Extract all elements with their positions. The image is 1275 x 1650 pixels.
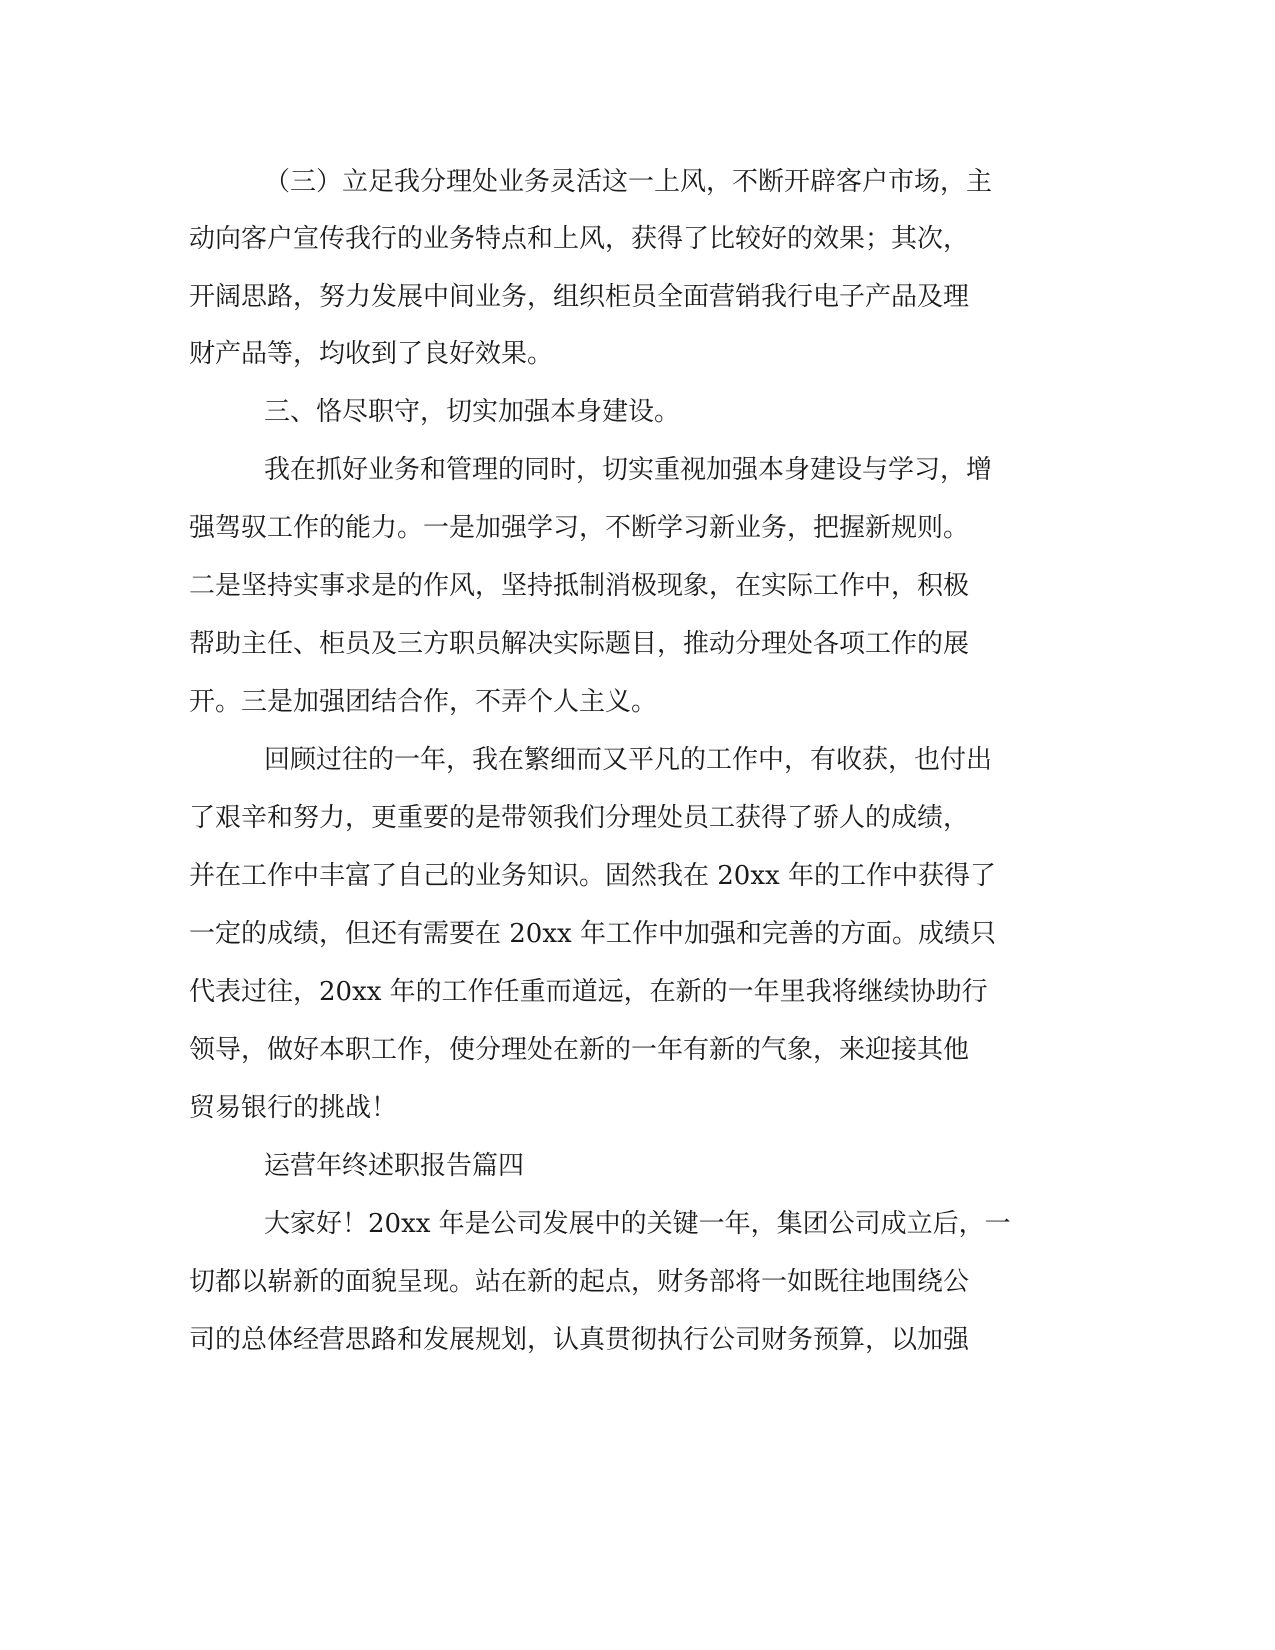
- text-line: 了艰辛和努力，更重要的是带领我们分理处员工获得了骄人的成绩，: [189, 803, 970, 833]
- text-line: 并在工作中丰富了自己的业务知识。固然我在 20xx 年的工作中获得了: [189, 861, 996, 891]
- text-line: 一定的成绩，但还有需要在 20xx 年工作中加强和完善的方面。成绩只: [189, 919, 996, 949]
- text-line: 司的总体经营思路和发展规划，认真贯彻执行公司财务预算，以加强: [189, 1325, 970, 1355]
- text-line: 大家好！20xx 年是公司发展中的关键一年，集团公司成立后，一: [264, 1209, 1011, 1239]
- text-line: 开阔思路，努力发展中间业务，组织柜员全面营销我行电子产品及理: [189, 282, 970, 312]
- section-heading: 运营年终述职报告篇四: [264, 1151, 525, 1181]
- text-line: 贸易银行的挑战！: [189, 1093, 398, 1123]
- text-line: 回顾过往的一年，我在繁细而又平凡的工作中，有收获，也付出: [264, 745, 993, 775]
- text-line: 开。三是加强团结合作，不弄个人主义。: [189, 687, 658, 717]
- text-line: 财产品等，均收到了良好效果。: [189, 339, 554, 369]
- text-line: 我在抓好业务和管理的同时，切实重视加强本身建设与学习，增: [264, 455, 993, 485]
- text-line: 切都以崭新的面貌呈现。站在新的起点，财务部将一如既往地围绕公: [189, 1267, 970, 1297]
- text-line: 帮助主任、柜员及三方职员解决实际题目，推动分理处各项工作的展: [189, 629, 970, 659]
- text-line: 代表过往，20xx 年的工作任重而道远，在新的一年里我将继续协助行: [189, 977, 988, 1007]
- text-line: （三）立足我分理处业务灵活这一上风，不断开辟客户市场，主: [264, 167, 993, 197]
- text-line: 领导，做好本职工作，使分理处在新的一年有新的气象，来迎接其他: [189, 1035, 970, 1065]
- text-line: 动向客户宣传我行的业务特点和上风，获得了比较好的效果；其次，: [189, 224, 970, 254]
- section-heading: 三、恪尽职守，切实加强本身建设。: [264, 397, 681, 427]
- text-line: 二是坚持实事求是的作风，坚持抵制消极现象，在实际工作中，积极: [189, 571, 970, 601]
- text-line: 强驾驭工作的能力。一是加强学习，不断学习新业务，把握新规则。: [189, 513, 970, 543]
